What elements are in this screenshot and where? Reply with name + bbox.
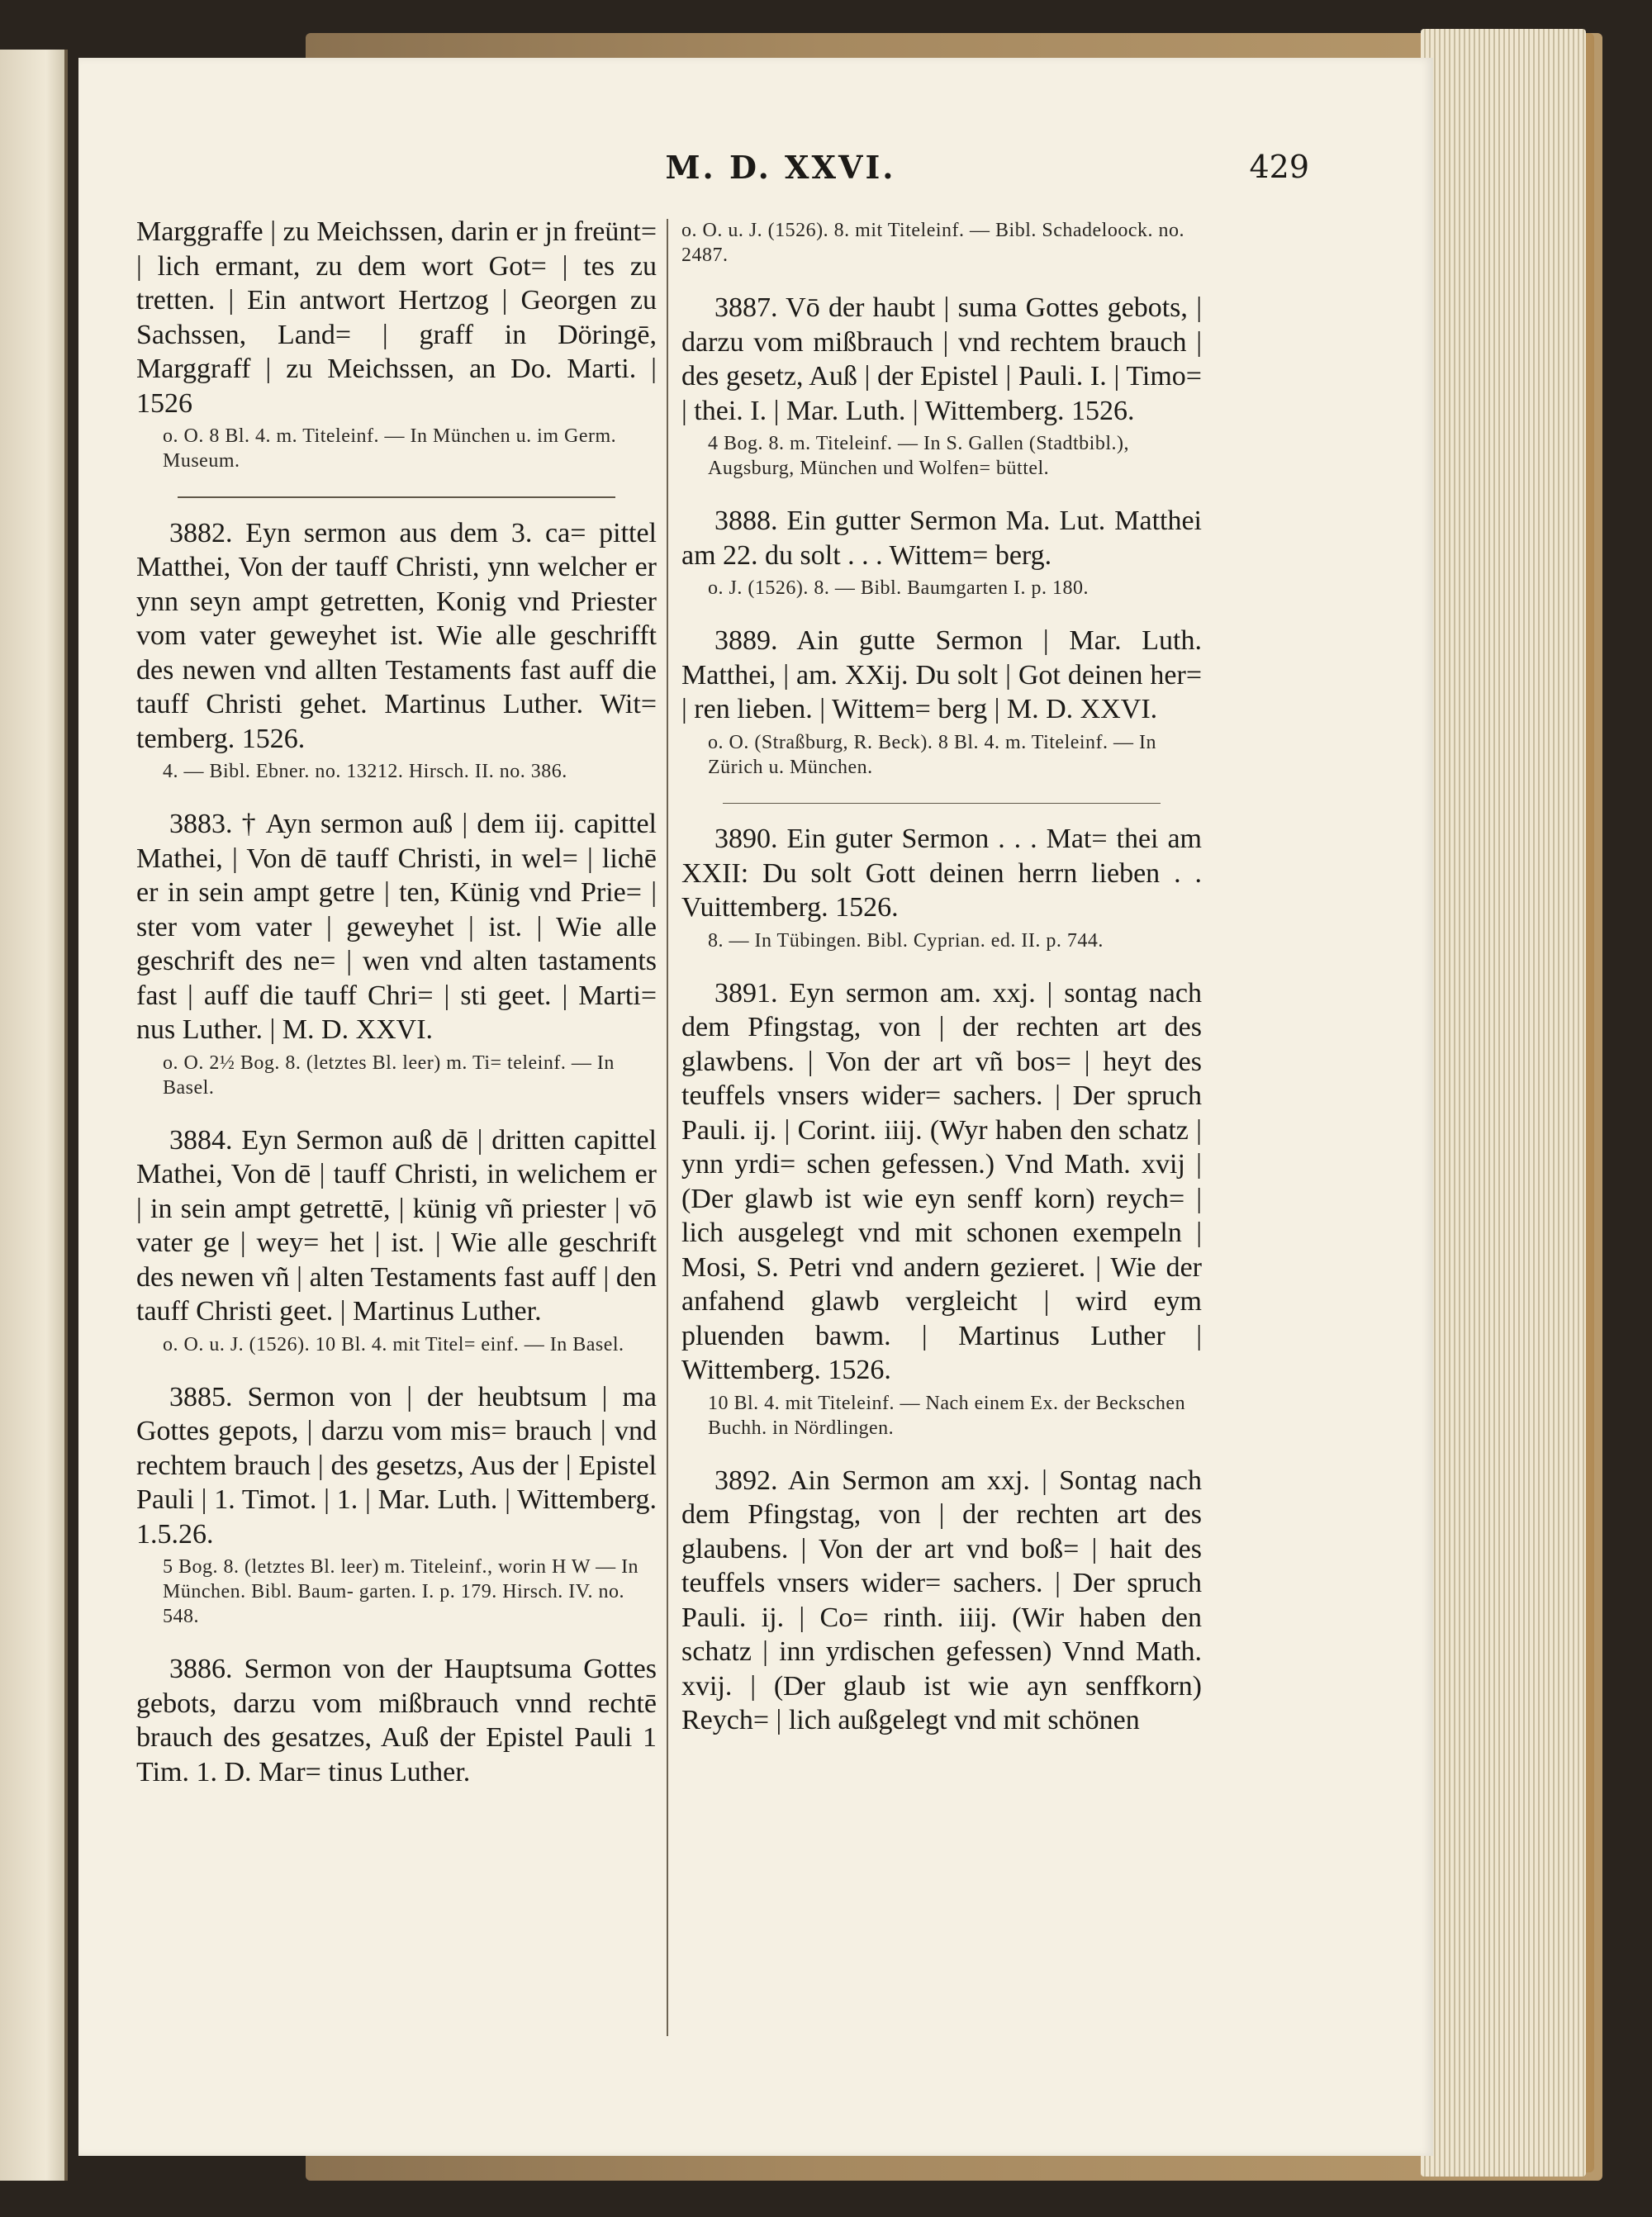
bibliography-entry <box>681 822 1202 953</box>
bibliography-entry <box>681 624 1202 780</box>
entry-note: o. O. 8 Bl. 4. m. Titeleinf. — In München u. im Germ. Museum. <box>163 425 617 472</box>
right-column <box>681 215 1202 1761</box>
left-column <box>136 215 657 1812</box>
bibliography-entry <box>681 1464 1202 1738</box>
entry-note: o. O. (Straßburg, R. Beck). 8 Bl. 4. m. Titeleinf. — In Zürich u. München. <box>708 731 1157 778</box>
facing-page-edge <box>0 50 66 2181</box>
entry-note: o. O. 2½ Bog. 8. (letztes Bl. leer) m. Ti= teleinf. — In Basel. <box>163 1052 615 1099</box>
bibliography-entry <box>681 218 1202 268</box>
bibliography-entry <box>681 291 1202 481</box>
entry-text: 3883. † Ayn sermon auß | dem iij. capittel Mathei, | Von dē tauff Christi, in wel= | lichē er in sein ampt getre | ten, Künig vnd Prie= | ster vom vater | geweyhet | ist. | Wie alle geschrift des ne= | wen vnd alten tastaments fast | auff die tauff Chri= | sti geet. | Marti= nus Luther. | M. D. XXVI. <box>136 809 657 1045</box>
page-stack-edge <box>1421 29 1586 2177</box>
entry-text: 3882. Eyn sermon aus dem 3. ca= pittel Matthei, Von der tauff Christi, ynn welcher er ynn seyn ampt getretten, Konig vnd Priester vom vater geweyhet ist. Wie alle geschrifft des newen vnd allten Testaments fast auff die tauff Christi gehet. Martinus Luther. Wit= temberg. 1526. <box>136 517 657 754</box>
entry-note: 8. — In Tübingen. Bibl. Cyprian. ed. II. p. 744. <box>708 929 1104 952</box>
bibliography-entry <box>136 807 657 1100</box>
entry-text: 3886. Sermon von der Hauptsuma Gottes gebots, darzu vom mißbrauch vnnd rechtē brauch des gesatzes, Auß der Epistel Pauli 1 Tim. 1. D. Mar= tinus Luther. <box>136 1654 657 1787</box>
entry-note: 10 Bl. 4. mit Titeleinf. — Nach einem Ex. der Beckschen Buchh. in Nördlingen. <box>708 1392 1186 1439</box>
bibliography-entry <box>681 504 1202 601</box>
column-divider <box>667 219 668 2036</box>
entry-note: 4 Bog. 8. m. Titeleinf. — In S. Gallen (Stadtbibl.), Augsburg, München und Wolfen= büttel. <box>708 433 1129 479</box>
running-title: M. D. XXVI. <box>665 149 896 186</box>
bibliography-entry <box>681 976 1202 1441</box>
entry-text: 3889. Ain gutte Sermon | Mar. Luth. Matthei, | am. XXij. Du solt | Got deinen her= | ren lieben. | Wittem= berg | M. D. XXVI. <box>681 625 1202 724</box>
entry-separator <box>723 803 1160 805</box>
book-page <box>78 58 1433 2156</box>
bibliography-entry <box>136 516 657 785</box>
entry-text: 3891. Eyn sermon am. xxj. | sontag nach dem Pfingstag, von | der rechten art des glawbens. | Von der art vñ bos= | heyt des teuffels vnsers wider= sachers. | Der spruch Pauli. ij. | Corint. iiij. (Wyr haben den schatz | ynn yrdi= schen gefessen.) Vnd Math. xvij | (Der glawb ist wie eyn senff korn) reych= | lich ausgelegt vnd mit schonen exempeln | Mosi, S. Petri vnd andern gezieret. | Wie der anfahend glawb vergleicht | wird eym pluenden bawm. | Martinus Luther | Wittemberg. 1526. <box>681 977 1202 1385</box>
gutter-line <box>64 50 68 2181</box>
bibliography-entry <box>136 1380 657 1630</box>
entry-text: 3888. Ein gutter Sermon Ma. Lut. Matthei am 22. du solt . . . Wittem= berg. <box>681 506 1202 571</box>
entry-separator <box>178 496 615 498</box>
entry-note: o. O. u. J. (1526). 10 Bl. 4. mit Titel= einf. — In Basel. <box>163 1333 624 1355</box>
bibliography-entry <box>136 215 657 473</box>
entry-text: 3892. Ain Sermon am xxj. | Sontag nach dem Pfingstag, von | der rechten art des glaubens. | Von der art vnd boß= | hait des teuffels vnsers wider= sachers. | Der spruch Pauli. ij. | Co= rinth. iiij. (Wir haben den schatz | inn yrdischen gefessen) Vnnd Math. xvij. | (Der glaub ist wie ayn senffkorn) Reych= | lich außgelegt vnd mit schönen <box>681 1465 1202 1735</box>
entry-note: 5 Bog. 8. (letztes Bl. leer) m. Titeleinf., worin H W — In München. Bibl. Baum- garten. I. p. 179. Hirsch. IV. no. 548. <box>163 1556 639 1627</box>
entry-text: Marggraffe | zu Meichssen, darin er jn freünt= | lich ermant, zu dem wort Got= | tes zu tretten. | Ein antwort Hertzog | Georgen zu Sachssen, Land= | graff in Döringē, Marggraff | zu Meichssen, an Do. Marti. | 1526 <box>136 216 657 419</box>
entry-text: 3890. Ein guter Sermon . . . Mat= thei am XXII: Du solt Gott deinen herrn lieben . . Vuittemberg. 1526. <box>681 824 1202 923</box>
entry-note: o. J. (1526). 8. — Bibl. Baumgarten I. p. 180. <box>708 577 1089 599</box>
bibliography-entry <box>136 1123 657 1357</box>
entry-text: 3884. Eyn Sermon auß dē | dritten capittel Mathei, Von dē | tauff Christi, in welichem er | in sein ampt getrettē, | künig vñ priester | vō vater ge | wey= het | ist. | Wie alle geschrift des newen vñ | alten Testaments fast auff | den tauff Christi geet. | Martinus Luther. <box>136 1124 657 1327</box>
entry-note: o. O. u. J. (1526). 8. mit Titeleinf. — Bibl. Schadeloock. no. 2487. <box>681 220 1184 266</box>
entry-text: 3887. Vō der haubt | suma Gottes gebots, | darzu vom mißbrauch | vnd rechtem brauch | des gesetz, Auß | der Epistel | Pauli. I. | Timo= | thei. I. | Mar. Luth. | Wittemberg. 1526. <box>681 292 1202 426</box>
entry-note: 4. — Bibl. Ebner. no. 13212. Hirsch. II. no. 386. <box>163 761 567 782</box>
page-number: 429 <box>1249 149 1309 185</box>
running-head <box>78 149 1433 198</box>
entry-text: 3885. Sermon von | der heubtsum | ma Gottes gepots, | darzu vom mis= brauch | vnd rechtem brauch | des gesetzs, Aus der | Epistel Pauli | 1. Timot. | 1. | Mar. Luth. | Wittemberg. 1.5.26. <box>136 1381 657 1550</box>
bibliography-entry <box>136 1652 657 1789</box>
